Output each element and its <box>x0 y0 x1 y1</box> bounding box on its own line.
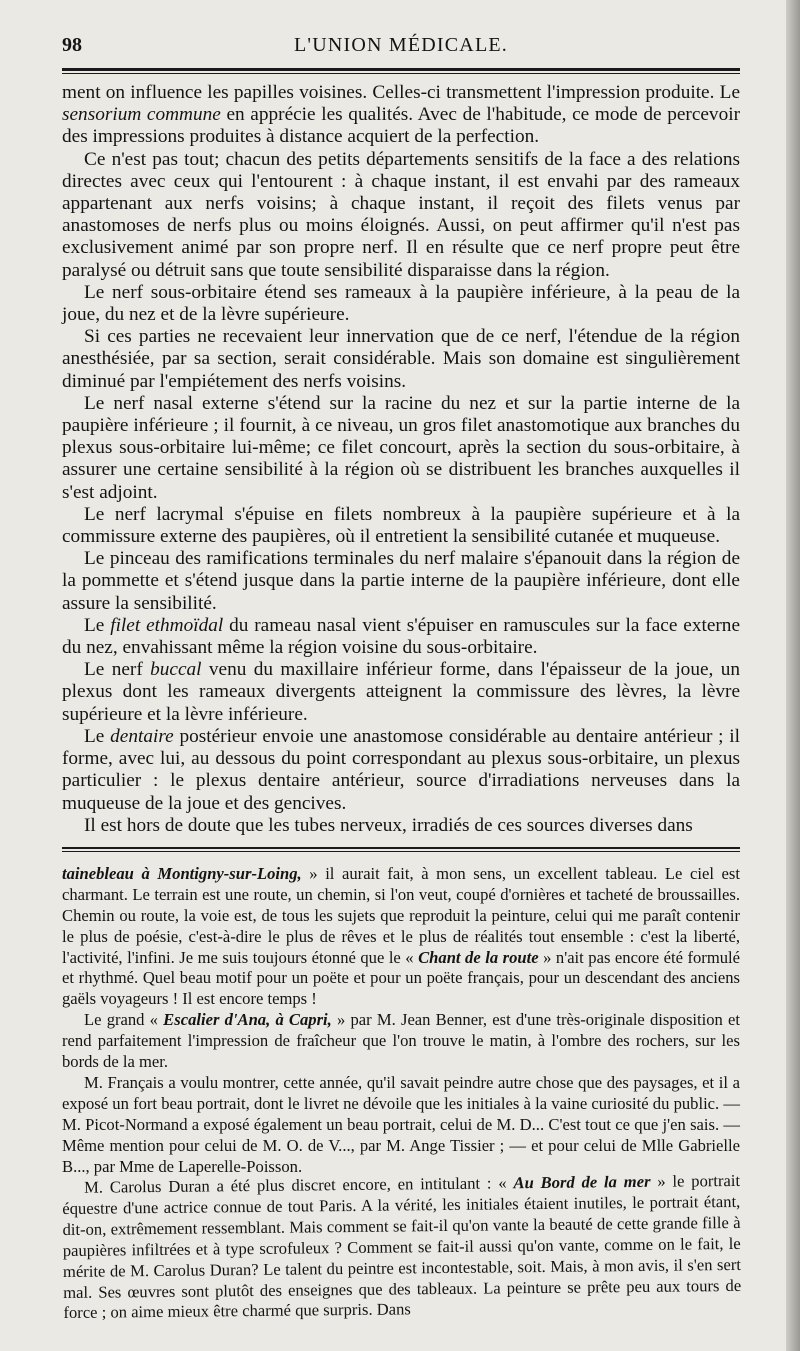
emphasis: buccal <box>150 659 202 681</box>
paragraph: M. Carolus Duran a été plus discret encore, en intitulant : « Au Bord de la mer » le portrait équestre d'une actrice connue de tout Paris. A la vérité, les initiales étaient inutiles, le portrait étant, dit-on, extrêmement ressemblant. Mais comment se fait-il qu'on vante la beauté de cette grande fille à paupières infiltrées et à type scrofuleux ? Comment se fait-il aussi qu'on vante, comme on le fait, le mérite de M. Carolus Duran? Le talent du peintre est incontestable, soit. Mais, à mon avis, il s'en sert mal. Ses œuvres sont plutôt des enseignes que des tableaux. La peinture se prête peu aux tours de force ; on aime mieux être charmé que surpris. Dans <box>62 1170 742 1322</box>
paragraph: Il est hors de doute que les tubes nerveux, irradiés de ces sources diverses dans <box>84 814 693 836</box>
main-article-text <box>62 82 740 837</box>
emphasis: sensorium commune <box>62 104 221 126</box>
emphasis: filet ethmoïdal <box>110 614 224 636</box>
emphasis: dentaire <box>110 725 174 747</box>
page-edge-shadow <box>786 0 800 1351</box>
running-title: L'UNION MÉDICALE. <box>294 34 508 56</box>
header-rule-thin <box>62 73 740 74</box>
paragraph: Le nerf nasal externe s'étend sur la racine du nez et sur la partie interne de la paupière inférieure ; il fournit, à ce niveau, un gros filet anastomotique aux branches du plexus sous-orbitaire lui-même; ce filet concourt, après la section du sous-orbitaire, à assurer une certaine sensibilité à la région où se distribuent les branches auxquelles il s'est adjoint. <box>62 392 740 503</box>
paragraph: Le pinceau des ramifications terminales du nerf malaire s'épanouit dans la région de la pommette et s'étend jusque dans la partie interne de la paupière inférieure, dont elle assure la sensibilité. <box>62 548 740 614</box>
paragraph: Le filet ethmoïdal du rameau nasal vient s'épuiser en ramuscules sur la face externe du nez, envahissant même la région voisine du sous-orbitaire. <box>62 614 740 659</box>
paragraph: Si ces parties ne recevaient leur innervation que de ce nerf, l'étendue de la région anesthésiée, par sa section, serait considérable. Mais son domaine est singulièrement diminué par l'empiétement des nerfs voisins. <box>62 326 740 392</box>
emphasis: Au Bord de la mer <box>513 1171 651 1192</box>
paragraph: M. Français a voulu montrer, cette année, qu'il savait peindre autre chose que des paysages, et il a exposé un fort beau portrait, dont le livret ne dévoile que les initiales à la vaine curiosité du public. — M. Picot-Normand a exposé également un beau portrait, celui de M. D... C'est tout ce que j'en sais. — Même mention pour celui de M. O. de V..., par M. Ange Tissier ; — et pour celui de Mlle Gabrielle B..., par Mme de Laperelle-Poisson. <box>62 1072 740 1176</box>
feuilleton-separator <box>62 847 740 849</box>
feuilleton-separator-thin <box>62 851 740 852</box>
paragraph: Le dentaire postérieur envoie une anastomose considérable au dentaire antérieur ; il forme, avec lui, au dessous du point correspondant au plexus sous-orbitaire, un plexus particulier : le plexus dentaire antérieur, source d'irradiations nerveuses dans la muqueuse de la joue et des gencives. <box>62 725 741 814</box>
paragraph: Ce n'est pas tout; chacun des petits départements sensitifs de la face a des relations directes avec ceux qui l'entourent : à chaque instant, il est envahi par des rameaux appartenant aux nerfs voisins; à chaque instant, il reçoit des filets venus par anastomoses de nerfs plus ou moins éloignés. Aussi, on peut affirmer qu'il n'est pas exclusivement animé par son propre nerf. Il en résulte que ce nerf propre peut être paralysé ou détruit sans que toute sensibilité disparaisse dans la région. <box>62 148 740 281</box>
paragraph: Le nerf buccal venu du maxillaire inférieur forme, dans l'épaisseur de la joue, un plexus dont les rameaux divergents atteignent la commissure des lèvres, la lèvre supérieure et la lèvre inférieure. <box>62 659 740 725</box>
header-rule <box>62 68 740 71</box>
paragraph: ment on influence les papilles voisines. Celles-ci transmettent l'impression produite. Le sensorium commune en apprécie les qualités. Avec de l'habitude, ce mode de percevoir des impressions produites à distance acquiert de la perfection. <box>62 82 740 148</box>
paragraph: Le nerf sous-orbitaire étend ses rameaux à la paupière inférieure, à la peau de la joue, du nez et de la lèvre supérieure. <box>62 281 740 326</box>
paragraph: tainebleau à Montigny-sur-Loing, » il aurait fait, à mon sens, un excellent tableau. Le ciel est charmant. Le terrain est une route, un chemin, si l'on veut, coupé d'ornières et tacheté de broussailles. Chemin ou route, la voie est, de tous les sujets que reproduit la peinture, celui qui me paraît contenir le plus de poésie, c'est-à-dire le plus de rêves et le plus de réalités tout ensemble : c'est la liberté, l'activité, l'infini. Je me suis toujours étonné que le « Chant de la route » n'ait pas encore été formulé et rhythmé. Quel beau motif pour un poëte et pour un poëte français, pour un descendant des anciens gaëls voyageurs ! Il est encore temps ! <box>62 863 740 1009</box>
paragraph: Le nerf lacrymal s'épuise en filets nombreux à la paupière supérieure et à la commissure externe des paupières, où il entretient la sensibilité cutanée et muqueuse. <box>62 503 740 548</box>
page-header <box>62 34 740 62</box>
page-number: 98 <box>62 34 82 56</box>
emphasis: tainebleau à Montigny-sur-Loing, <box>62 863 302 883</box>
paragraph: Le grand « Escalier d'Ana, à Capri, » par M. Jean Benner, est d'une très-originale disposition et rend parfaitement l'impression de fraîcheur que l'on trouve le matin, à l'ombre des rochers, sur les bords de la mer. <box>62 1010 740 1072</box>
emphasis: Escalier d'Ana, à Capri, <box>163 1010 332 1030</box>
feuilleton-text <box>62 864 740 1324</box>
emphasis: Chant de la route <box>418 947 539 967</box>
